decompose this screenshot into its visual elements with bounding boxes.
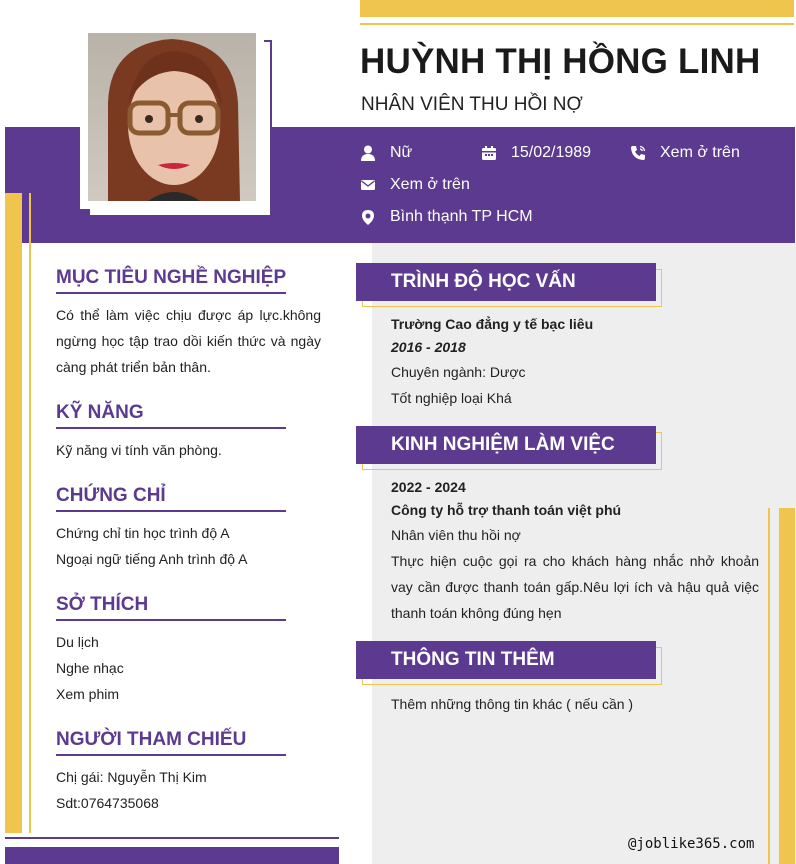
location-icon [360,209,376,225]
skills-section [56,402,321,463]
hobby-item: Nghe nhạc [56,660,124,676]
birthday-info [481,144,591,162]
experience-period: 2022 - 2024 [391,479,466,495]
email-icon [360,177,376,193]
certificate-item: Ngoại ngữ tiếng Anh trình độ A [56,551,248,567]
candidate-name: HUỲNH THỊ HỒNG LINH [360,42,761,81]
references-heading: NGƯỜI THAM CHIẾU [56,729,286,756]
certificates-heading: CHỨNG CHỈ [56,485,286,512]
certificates-list [56,520,321,572]
birthday-value: 15/02/1989 [511,144,592,161]
left-accent-bar [5,193,22,833]
address-info [360,208,533,226]
additional-heading: THÔNG TIN THÊM [391,649,555,670]
gender-value: Nữ [390,144,413,161]
calendar-icon [481,145,497,161]
phone-value: Xem ở trên [660,144,740,161]
certificates-section [56,485,321,572]
address-value: Bình thạnh TP HCM [390,208,533,225]
experience-position: Nhân viên thu hồi nợ [391,527,521,543]
hobbies-section [56,594,321,707]
experience-heading: KINH NGHIỆM LÀM VIỆC [391,434,615,455]
email-value: Xem ở trên [390,176,470,193]
objective-section [56,267,321,380]
watermark: @joblike365.com [628,836,755,852]
education-school: Trường Cao đẳng y tế bạc liêu [391,316,594,332]
bottom-accent-bar [5,847,339,864]
top-accent-line [360,23,794,25]
hobbies-list [56,629,321,707]
additional-heading-box [356,641,656,679]
phone-info [630,144,740,162]
experience-heading-box [356,426,656,464]
skills-list [56,437,321,463]
gender-info [360,144,412,162]
skills-heading: KỸ NĂNG [56,402,286,429]
reference-item: Sdt:0764735068 [56,795,159,811]
user-icon [360,145,376,161]
experience-description: Thực hiện cuộc gọi ra cho khách hàng nhắc nhở khoản vay cần được thanh toán gấp.Nêu lợi ích và hậu quả việc thanh toán không đúng hẹn [391,553,759,621]
email-info [360,176,470,194]
hobbies-heading: SỞ THÍCH [56,594,286,621]
hobby-item: Du lịch [56,634,99,650]
right-accent-line [768,508,770,864]
right-accent-bar [779,508,795,864]
education-heading-box [356,263,656,301]
skill-item: Kỹ năng vi tính văn phòng. [56,442,222,458]
additional-text: Thêm những thông tin khác ( nếu cần ) [391,696,634,712]
reference-item: Chị gái: Nguyễn Thị Kim [56,769,207,785]
references-list [56,764,321,816]
left-accent-line [29,193,31,833]
education-period: 2016 - 2018 [391,339,466,355]
objective-heading: MỤC TIÊU NGHỀ NGHIỆP [56,267,286,294]
references-section [56,729,321,816]
certificate-item: Chứng chỉ tin học trình độ A [56,525,230,541]
objective-text: Có thể làm việc chịu được áp lực.không ngừng học tập trao dồi kiến thức và ngày càng phát triển bản thân. [56,307,321,375]
education-grade: Tốt nghiệp loại Khá [391,390,512,406]
bottom-accent-line [5,837,339,839]
education-major: Chuyên ngành: Dược [391,364,526,380]
experience-company: Công ty hỗ trợ thanh toán việt phú [391,502,622,518]
phone-icon [630,145,646,161]
hobby-item: Xem phim [56,686,120,702]
profile-photo [88,33,256,201]
education-heading: TRÌNH ĐỘ HỌC VẤN [391,271,576,292]
job-title: NHÂN VIÊN THU HỒI NỢ [361,94,583,115]
top-accent-bar [360,0,794,17]
